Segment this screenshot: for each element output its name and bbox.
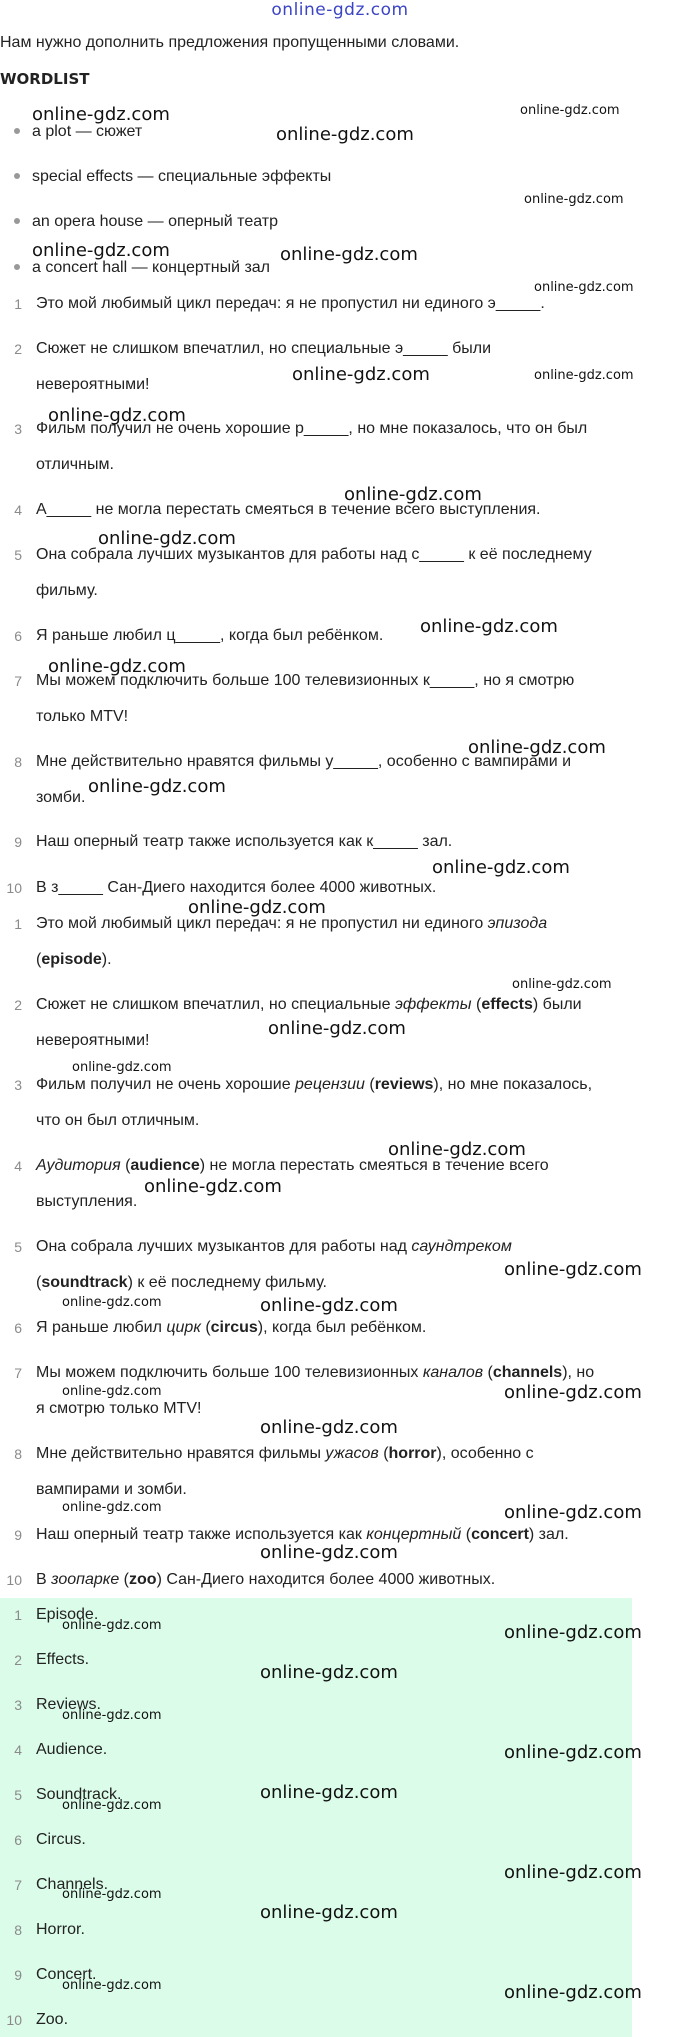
watermark: online-gdz.com bbox=[260, 1542, 398, 1563]
filled-sentence-cont: вампирами и зомби. bbox=[36, 1481, 187, 1498]
task-sentence: В з_____ Сан-Диего находится более 4000 животных. bbox=[36, 879, 437, 896]
filled-sentence-cont: что он был отличным. bbox=[36, 1112, 200, 1129]
task-sentence: Это мой любимый цикл передач: я не пропустил ни единого э_____. bbox=[36, 295, 545, 312]
wordlist-item-text: a plot — сюжет bbox=[32, 123, 143, 140]
task-sentence: Наш оперный театр также используется как к_____ зал. bbox=[36, 833, 453, 850]
filled-number: 5 bbox=[14, 1239, 22, 1255]
task-sentence: Сюжет не слишком впечатлил, но специальные э_____ были bbox=[36, 340, 492, 357]
filled-number: 3 bbox=[14, 1077, 22, 1093]
filled-sentence: Фильм получил не очень хорошие рецензии (reviews), но мне показалось, bbox=[36, 1076, 593, 1093]
watermark: online-gdz.com bbox=[188, 897, 326, 918]
answer-item: Circus. bbox=[36, 1831, 86, 1848]
wordlist-item-text: a concert hall — концертный зал bbox=[32, 259, 271, 276]
watermark: online-gdz.com bbox=[504, 1742, 642, 1763]
watermark: online-gdz.com bbox=[62, 1887, 162, 1902]
answer-ru: концертный bbox=[366, 1526, 462, 1543]
filled-number: 4 bbox=[14, 1158, 22, 1174]
task-sentence-cont: зомби. bbox=[36, 789, 86, 806]
task-number: 3 bbox=[14, 421, 22, 437]
task-number: 2 bbox=[14, 341, 22, 357]
answer-number: 8 bbox=[14, 1922, 22, 1938]
watermark: online-gdz.com bbox=[504, 1862, 642, 1883]
watermark: online-gdz.com bbox=[468, 737, 606, 758]
answer-en: circus bbox=[210, 1319, 258, 1336]
answer-en: channels bbox=[492, 1364, 563, 1381]
watermark: online-gdz.com bbox=[72, 1060, 172, 1075]
answer-item: Horror. bbox=[36, 1921, 85, 1938]
task-sentence-cont: невероятными! bbox=[36, 376, 150, 393]
answer-ru: саундтреком bbox=[411, 1238, 512, 1255]
watermark: online-gdz.com bbox=[344, 484, 482, 505]
watermark: online-gdz.com bbox=[62, 1618, 162, 1633]
answer-en: episode bbox=[41, 951, 102, 968]
filled-sentence: Наш оперный театр также используется как концертный (concert) зал. bbox=[36, 1526, 569, 1543]
watermark: online-gdz.com bbox=[260, 1417, 398, 1438]
filled-sentence: Сюжет не слишком впечатлил, но специальные эффекты (effects) были bbox=[36, 996, 582, 1013]
filled-number: 8 bbox=[14, 1446, 22, 1462]
filled-number: 1 bbox=[14, 916, 22, 932]
answer-item: Soundtrack. bbox=[36, 1786, 122, 1803]
answer-ru: эффекты bbox=[395, 996, 472, 1013]
task-sentence: Она собрала лучших музыкантов для работы над с_____ к её последнему bbox=[36, 546, 592, 563]
bullet-icon bbox=[14, 173, 20, 179]
task-sentence: Мне действительно нравятся фильмы у_____, особенно с вампирами и bbox=[36, 753, 572, 770]
answer-number: 1 bbox=[14, 1607, 22, 1623]
wordlist-item bbox=[14, 168, 331, 186]
intro-text: Нам нужно дополнить предложения пропущенными словами. bbox=[0, 34, 460, 51]
task-number: 8 bbox=[14, 754, 22, 770]
watermark: online-gdz.com bbox=[62, 1798, 162, 1813]
answer-item: Zoo. bbox=[36, 2011, 69, 2028]
wordlist-item bbox=[14, 213, 278, 231]
task-number: 9 bbox=[14, 834, 22, 850]
watermark: online-gdz.com bbox=[420, 616, 558, 637]
filled-sentence-cont: (episode). bbox=[36, 951, 112, 968]
answer-en: concert bbox=[471, 1526, 529, 1543]
watermark: online-gdz.com bbox=[48, 656, 186, 677]
answer-number: 9 bbox=[14, 1967, 22, 1983]
watermark: online-gdz.com bbox=[260, 1295, 398, 1316]
watermark: online-gdz.com bbox=[512, 977, 612, 992]
watermark: online-gdz.com bbox=[62, 1500, 162, 1515]
answer-item: Concert. bbox=[36, 1966, 97, 1983]
answer-en: effects bbox=[481, 996, 533, 1013]
task-number: 1 bbox=[14, 296, 22, 312]
filled-sentence: В зоопарке (zoo) Сан-Диего находится более 4000 животных. bbox=[36, 1571, 496, 1588]
task-sentence: Фильм получил не очень хорошие р_____, но мне показалось, что он был bbox=[36, 420, 588, 437]
watermark: online-gdz.com bbox=[504, 1622, 642, 1643]
task-number: 5 bbox=[14, 547, 22, 563]
bullet-icon bbox=[14, 128, 20, 134]
watermark: online-gdz.com bbox=[32, 240, 170, 261]
answer-en: audience bbox=[130, 1157, 200, 1174]
answer-en: zoo bbox=[129, 1571, 157, 1588]
answer-item: Channels. bbox=[36, 1876, 109, 1893]
watermark: online-gdz.com bbox=[62, 1978, 162, 1993]
watermark: online-gdz.com bbox=[504, 1382, 642, 1403]
task-number: 4 bbox=[14, 502, 22, 518]
answer-ru: зоопарке bbox=[51, 1571, 120, 1588]
answer-ru: рецензии bbox=[295, 1076, 365, 1093]
answer-number: 4 bbox=[14, 1742, 22, 1758]
answer-item: Audience. bbox=[36, 1741, 108, 1758]
watermark: online-gdz.com bbox=[504, 1259, 642, 1280]
bullet-icon bbox=[14, 264, 20, 270]
filled-number: 9 bbox=[14, 1527, 22, 1543]
filled-sentence: Это мой любимый цикл передач: я не пропустил ни единого эпизода bbox=[36, 915, 548, 932]
wordlist-item-text: an opera house — оперный театр bbox=[32, 213, 278, 230]
filled-sentence: Аудитория (audience) не могла перестать смеяться в течение всего bbox=[36, 1157, 549, 1174]
answer-en: reviews bbox=[374, 1076, 434, 1093]
task-sentence: Я раньше любил ц_____, когда был ребёнком. bbox=[36, 627, 384, 644]
watermark: online-gdz.com bbox=[88, 776, 226, 797]
watermark: online-gdz.com bbox=[524, 192, 624, 207]
answer-number: 3 bbox=[14, 1697, 22, 1713]
task-number: 10 bbox=[6, 880, 22, 896]
task-sentence: А_____ не могла перестать смеяться в течение всего выступления. bbox=[36, 501, 541, 518]
bullet-icon bbox=[14, 218, 20, 224]
watermark: online-gdz.com bbox=[504, 1982, 642, 2003]
filled-sentence: Она собрала лучших музыкантов для работы над саундтреком bbox=[36, 1238, 512, 1255]
filled-number: 6 bbox=[14, 1320, 22, 1336]
task-number: 7 bbox=[14, 673, 22, 689]
task-sentence: Мы можем подключить больше 100 телевизионных к_____, но я смотрю bbox=[36, 672, 575, 689]
watermark: online-gdz.com bbox=[534, 280, 634, 295]
watermark: online-gdz.com bbox=[260, 1902, 398, 1923]
watermark: online-gdz.com bbox=[504, 1502, 642, 1523]
watermark: online-gdz.com bbox=[520, 103, 620, 118]
task-sentence-cont: только MTV! bbox=[36, 708, 129, 725]
filled-number: 2 bbox=[14, 997, 22, 1013]
wordlist-item-text: special effects — специальные эффекты bbox=[32, 168, 332, 185]
answer-ru: ужасов bbox=[325, 1445, 379, 1462]
watermark: online-gdz.com bbox=[48, 405, 186, 426]
answer-number: 10 bbox=[6, 2012, 22, 2028]
watermark: online-gdz.com bbox=[268, 1018, 406, 1039]
answer-en: horror bbox=[388, 1445, 437, 1462]
watermark: online-gdz.com bbox=[260, 1662, 398, 1683]
filled-sentence: Мне действительно нравятся фильмы ужасов (horror), особенно с bbox=[36, 1445, 534, 1462]
watermark: online-gdz.com bbox=[432, 857, 570, 878]
watermark: online-gdz.com bbox=[388, 1139, 526, 1160]
wordlist-item bbox=[14, 259, 270, 277]
answer-ru: каналов bbox=[422, 1364, 484, 1381]
filled-sentence-cont: я смотрю только MTV! bbox=[36, 1400, 202, 1417]
filled-number: 7 bbox=[14, 1365, 22, 1381]
filled-sentence-cont: выступления. bbox=[36, 1193, 138, 1210]
answer-ru: цирк bbox=[166, 1319, 201, 1336]
watermark: online-gdz.com bbox=[62, 1295, 162, 1310]
filled-sentence-cont: (soundtrack) к её последнему фильму. bbox=[36, 1274, 327, 1291]
filled-sentence: Я раньше любил цирк (circus), когда был ребёнком. bbox=[36, 1319, 427, 1336]
filled-sentence: Мы можем подключить больше 100 телевизионных каналов (channels), но bbox=[36, 1364, 595, 1381]
answer-number: 7 bbox=[14, 1877, 22, 1893]
answer-item: Reviews. bbox=[36, 1696, 101, 1713]
task-sentence-cont: отличным. bbox=[36, 456, 114, 473]
filled-sentence-cont: невероятными! bbox=[36, 1032, 150, 1049]
watermark: online-gdz.com bbox=[144, 1176, 282, 1197]
filled-number: 10 bbox=[6, 1572, 22, 1588]
watermark: online-gdz.com bbox=[292, 364, 430, 385]
answer-number: 5 bbox=[14, 1787, 22, 1803]
wordlist-item bbox=[14, 123, 142, 141]
watermark: online-gdz.com bbox=[534, 368, 634, 383]
watermark: online-gdz.com bbox=[32, 104, 170, 125]
task-sentence-cont: фильму. bbox=[36, 582, 98, 599]
watermark: online-gdz.com bbox=[280, 244, 418, 265]
watermark: online-gdz.com bbox=[276, 124, 414, 145]
answer-en: soundtrack bbox=[41, 1274, 128, 1291]
watermark: online-gdz.com bbox=[260, 1782, 398, 1803]
site-logo: online-gdz.com bbox=[271, 0, 409, 20]
answer-ru: Аудитория bbox=[36, 1157, 121, 1174]
answer-number: 6 bbox=[14, 1832, 22, 1848]
watermark: online-gdz.com bbox=[98, 528, 236, 549]
answer-item: Effects. bbox=[36, 1651, 90, 1668]
watermark: online-gdz.com bbox=[62, 1384, 162, 1399]
watermark: online-gdz.com bbox=[62, 1708, 162, 1723]
answer-ru: эпизода bbox=[487, 915, 548, 932]
answer-number: 2 bbox=[14, 1652, 22, 1668]
answer-item: Episode. bbox=[36, 1606, 99, 1623]
task-number: 6 bbox=[14, 628, 22, 644]
wordlist-title: WORDLIST bbox=[0, 70, 90, 88]
